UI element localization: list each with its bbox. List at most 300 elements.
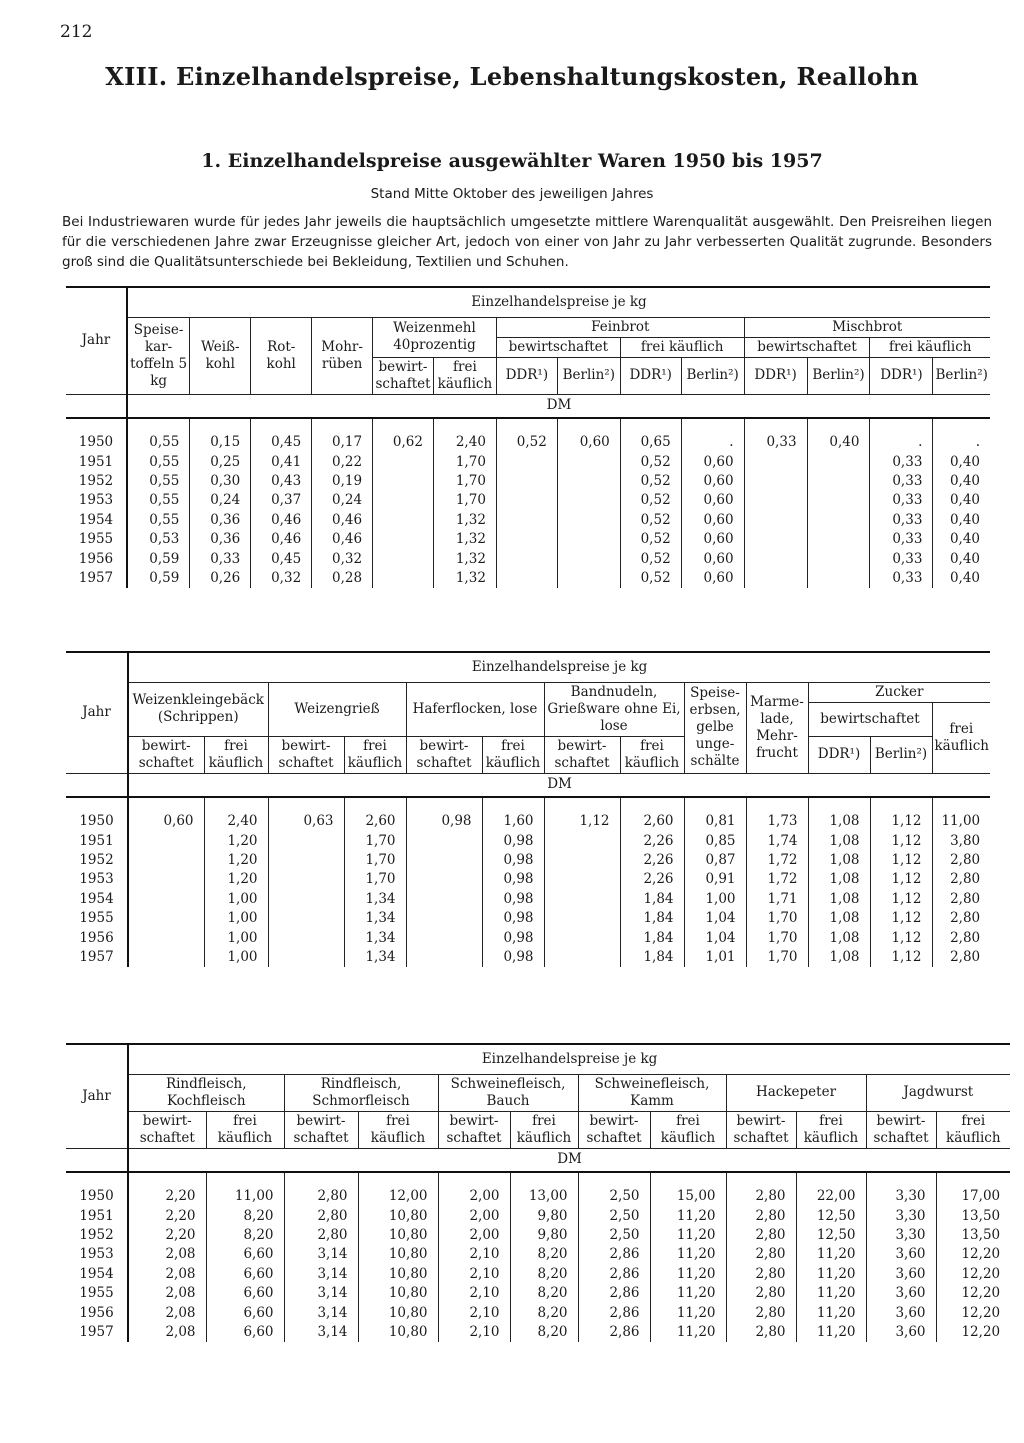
price-cell: 0,32 — [312, 549, 373, 568]
price-cell — [268, 851, 344, 870]
price-cell: 3,30 — [866, 1206, 936, 1225]
price-cell: . — [870, 418, 933, 452]
price-cell: 1,12 — [544, 797, 620, 831]
price-cell — [406, 928, 482, 947]
column-header-berlin: Berlin²) — [807, 357, 870, 394]
column-header-mischbrot-bewirtschaftet: bewirtschaftet — [744, 337, 870, 357]
price-cell: 2,10 — [438, 1284, 510, 1303]
price-cell: 2,10 — [438, 1323, 510, 1342]
price-cell: 10,80 — [358, 1284, 438, 1303]
price-cell — [373, 511, 434, 530]
price-cell — [128, 909, 204, 928]
price-cell: 2,80 — [726, 1265, 796, 1284]
price-cell: 10,80 — [358, 1245, 438, 1264]
price-cell: 0,55 — [127, 511, 190, 530]
price-cell: 2,40 — [204, 797, 268, 831]
price-cell: 1,08 — [808, 928, 870, 947]
price-cell: 1,70 — [746, 909, 808, 928]
price-cell: 1,71 — [746, 890, 808, 909]
column-header-frei: frei käuflich — [510, 1111, 578, 1148]
price-cell: 17,00 — [936, 1172, 1010, 1206]
price-cell: 1,32 — [433, 511, 496, 530]
price-cell: 1,70 — [433, 452, 496, 471]
price-cell — [128, 890, 204, 909]
section-title: 1. Einzelhandelspreise ausgewählter Waren 1950 bis 1957 — [201, 150, 823, 172]
price-cell: 1,12 — [870, 948, 932, 967]
price-cell: 2,86 — [578, 1284, 650, 1303]
price-cell: 2,80 — [726, 1245, 796, 1264]
price-cell: 8,20 — [510, 1303, 578, 1322]
column-header-speisekartoffeln: Speise-kar-toffeln 5 kg — [127, 317, 190, 394]
price-cell: 12,20 — [936, 1284, 1010, 1303]
column-header-schweinefleisch-bauch: Schweinefleisch, Bauch — [438, 1074, 578, 1111]
price-cell: 3,60 — [866, 1284, 936, 1303]
year-cell: 1954 — [66, 511, 127, 530]
price-cell: 22,00 — [796, 1172, 866, 1206]
price-cell — [496, 549, 557, 568]
price-cell: 1,73 — [746, 797, 808, 831]
price-cell — [544, 948, 620, 967]
price-cell — [544, 909, 620, 928]
price-cell: 0,24 — [190, 491, 251, 510]
price-cell — [744, 549, 807, 568]
price-cell: 1,12 — [870, 909, 932, 928]
price-cell: 0,52 — [496, 418, 557, 452]
price-cell: 2,80 — [284, 1206, 358, 1225]
price-cell: 10,80 — [358, 1323, 438, 1342]
price-cell: 0,24 — [312, 491, 373, 510]
price-cell: 3,60 — [866, 1303, 936, 1322]
column-header-hackepeter: Hackepeter — [726, 1074, 866, 1111]
price-cell: 0,28 — [312, 569, 373, 588]
price-cell: 0,98 — [482, 928, 544, 947]
price-cell: 2,60 — [620, 797, 684, 831]
price-cell: 12,50 — [796, 1226, 866, 1245]
price-cell: 1,72 — [746, 851, 808, 870]
price-table-3 — [66, 1043, 1010, 1342]
price-cell — [557, 491, 620, 510]
column-header-berlin: Berlin²) — [557, 357, 620, 394]
column-header-weizenmehl: Weizenmehl 40prozentig — [373, 317, 497, 357]
year-cell: 1951 — [66, 452, 127, 471]
column-header-bewirtschaftet: bewirt-schaftet — [128, 1111, 206, 1148]
price-table-2 — [66, 651, 990, 967]
price-cell — [406, 909, 482, 928]
column-header-feinbrot-frei: frei käuflich — [620, 337, 744, 357]
price-cell: 8,20 — [206, 1226, 284, 1245]
table-row — [66, 491, 990, 510]
price-cell: 2,00 — [438, 1226, 510, 1245]
table-row — [66, 1303, 1010, 1322]
table-row — [66, 870, 990, 889]
table-row — [66, 890, 990, 909]
price-cell: 8,20 — [510, 1284, 578, 1303]
price-cell: 0,60 — [681, 569, 744, 588]
price-cell — [406, 851, 482, 870]
price-cell: 2,00 — [438, 1172, 510, 1206]
price-cell: 0,40 — [933, 472, 990, 491]
price-cell — [406, 948, 482, 967]
price-cell: 1,12 — [870, 928, 932, 947]
price-cell: 9,80 — [510, 1226, 578, 1245]
column-header-weizengriess: Weizengrieß — [268, 682, 406, 736]
price-cell — [807, 491, 870, 510]
price-cell: 0,33 — [870, 472, 933, 491]
price-cell: 11,20 — [796, 1245, 866, 1264]
year-cell: 1950 — [66, 1172, 128, 1206]
column-header-ddr: DDR¹) — [870, 357, 933, 394]
column-header-speiseerbsen: Speise-erbsen, gelbe unge-schälte — [684, 682, 746, 773]
column-header-frei: frei käuflich — [358, 1111, 438, 1148]
price-cell: 0,98 — [482, 948, 544, 967]
price-cell: 1,20 — [204, 831, 268, 850]
price-cell: 0,55 — [127, 491, 190, 510]
price-cell: 13,00 — [510, 1172, 578, 1206]
price-cell: 0,59 — [127, 549, 190, 568]
column-header-weizenmehl-bewirtschaftet: bewirt-schaftet — [373, 357, 434, 394]
column-header-ddr: DDR¹) — [744, 357, 807, 394]
price-cell — [807, 530, 870, 549]
price-cell: 0,60 — [681, 511, 744, 530]
year-cell: 1953 — [66, 491, 127, 510]
price-cell: 0,81 — [684, 797, 746, 831]
price-cell: 11,20 — [650, 1206, 726, 1225]
price-cell — [373, 472, 434, 491]
price-cell — [807, 472, 870, 491]
column-header-marmelade: Marme-lade, Mehr-frucht — [746, 682, 808, 773]
price-cell: 1,84 — [620, 948, 684, 967]
price-cell: 10,80 — [358, 1303, 438, 1322]
column-header-jahr: Jahr — [66, 652, 128, 773]
price-cell: 2,80 — [932, 870, 990, 889]
price-cell — [268, 890, 344, 909]
column-header-bewirtschaftet: bewirt-schaftet — [578, 1111, 650, 1148]
price-cell: 2,20 — [128, 1206, 206, 1225]
price-cell: 0,60 — [681, 549, 744, 568]
table-row — [66, 928, 990, 947]
price-cell: 0,26 — [190, 569, 251, 588]
table-row — [66, 549, 990, 568]
price-cell: 0,91 — [684, 870, 746, 889]
unit-label: DM — [127, 394, 990, 418]
price-table-1 — [66, 286, 990, 588]
table-row — [66, 1206, 1010, 1225]
price-cell — [557, 472, 620, 491]
price-cell — [807, 569, 870, 588]
price-cell — [557, 511, 620, 530]
price-cell: 0,60 — [128, 797, 204, 831]
price-cell — [496, 452, 557, 471]
price-cell: 0,45 — [251, 418, 312, 452]
column-header-zucker: Zucker — [808, 682, 990, 702]
column-header-frei: frei käuflich — [206, 1111, 284, 1148]
column-header-frei: frei käuflich — [650, 1111, 726, 1148]
table-row — [66, 1265, 1010, 1284]
price-cell — [128, 928, 204, 947]
price-cell — [268, 831, 344, 850]
column-header-frei: frei käuflich — [796, 1111, 866, 1148]
price-cell: 8,20 — [206, 1206, 284, 1225]
price-cell — [496, 530, 557, 549]
price-cell: 1,12 — [870, 890, 932, 909]
price-cell: 0,40 — [807, 418, 870, 452]
price-cell: 1,32 — [433, 569, 496, 588]
column-header-feinbrot: Feinbrot — [496, 317, 744, 337]
column-header-bewirtschaftet: bewirt-schaftet — [284, 1111, 358, 1148]
price-cell: 1,72 — [746, 870, 808, 889]
price-cell: 0,98 — [482, 870, 544, 889]
price-cell: 0,55 — [127, 452, 190, 471]
table-row — [66, 1323, 1010, 1342]
price-cell: 2,80 — [726, 1206, 796, 1225]
price-cell: 0,52 — [620, 452, 681, 471]
year-cell: 1955 — [66, 530, 127, 549]
price-cell: 1,74 — [746, 831, 808, 850]
column-header-frei: frei käuflich — [344, 736, 406, 773]
price-cell: 11,00 — [932, 797, 990, 831]
price-cell: 1,12 — [870, 797, 932, 831]
table-2-body — [66, 797, 990, 967]
column-header-jagdwurst: Jagdwurst — [866, 1074, 1010, 1111]
price-cell — [544, 831, 620, 850]
price-cell: 0,41 — [251, 452, 312, 471]
year-cell: 1956 — [66, 549, 127, 568]
table-row — [66, 452, 990, 471]
price-cell: 2,08 — [128, 1265, 206, 1284]
price-cell: 0,55 — [127, 472, 190, 491]
price-cell: 2,26 — [620, 870, 684, 889]
price-cell: 0,98 — [482, 890, 544, 909]
price-cell: 1,12 — [870, 870, 932, 889]
column-header-rotkohl: Rot-kohl — [251, 317, 312, 394]
price-cell — [496, 511, 557, 530]
price-cell: 0,33 — [870, 530, 933, 549]
price-cell: 0,33 — [744, 418, 807, 452]
price-cell: 1,84 — [620, 909, 684, 928]
table-1-body — [66, 418, 990, 588]
price-cell — [496, 472, 557, 491]
column-header-weizenmehl-frei: frei käuflich — [433, 357, 496, 394]
price-cell: 0,45 — [251, 549, 312, 568]
price-cell: 2,08 — [128, 1323, 206, 1342]
column-header-frei: frei käuflich — [204, 736, 268, 773]
price-cell: 2,08 — [128, 1245, 206, 1264]
table-row — [66, 530, 990, 549]
price-cell — [496, 491, 557, 510]
price-cell: 1,70 — [746, 948, 808, 967]
column-header-berlin: Berlin²) — [681, 357, 744, 394]
price-cell: 3,14 — [284, 1303, 358, 1322]
column-header-rindfleisch-kochfleisch: Rindfleisch, Kochfleisch — [128, 1074, 284, 1111]
price-cell: 0,43 — [251, 472, 312, 491]
price-cell: 1,34 — [344, 948, 406, 967]
year-cell: 1957 — [66, 1323, 128, 1342]
price-cell: 1,00 — [204, 928, 268, 947]
price-cell — [268, 928, 344, 947]
price-cell: 0,15 — [190, 418, 251, 452]
price-cell: 0,40 — [933, 452, 990, 471]
price-cell: 1,00 — [204, 890, 268, 909]
price-cell: 2,80 — [726, 1284, 796, 1303]
price-cell: 0,63 — [268, 797, 344, 831]
price-cell: 0,52 — [620, 511, 681, 530]
column-header-feinbrot-bewirtschaftet: bewirtschaftet — [496, 337, 620, 357]
price-cell — [744, 472, 807, 491]
price-cell: 0,33 — [870, 549, 933, 568]
price-cell: 8,20 — [510, 1245, 578, 1264]
table-row — [66, 851, 990, 870]
price-cell: 11,20 — [796, 1284, 866, 1303]
price-cell — [268, 948, 344, 967]
column-header-weisskohl: Weiß-kohl — [190, 317, 251, 394]
price-cell: 0,25 — [190, 452, 251, 471]
price-cell: 0,87 — [684, 851, 746, 870]
year-cell: 1952 — [66, 851, 128, 870]
price-cell — [557, 569, 620, 588]
price-cell: 1,01 — [684, 948, 746, 967]
price-cell: 1,20 — [204, 851, 268, 870]
price-cell: 6,60 — [206, 1284, 284, 1303]
column-group-header: Einzelhandelspreise je kg — [128, 652, 990, 682]
year-cell: 1951 — [66, 1206, 128, 1225]
price-cell: 1,08 — [808, 890, 870, 909]
table-3-body — [66, 1172, 1010, 1342]
year-cell: 1950 — [66, 418, 127, 452]
column-group-header: Einzelhandelspreise je kg — [127, 287, 990, 317]
price-cell: 0,36 — [190, 511, 251, 530]
price-cell: 6,60 — [206, 1245, 284, 1264]
price-cell: 2,80 — [932, 928, 990, 947]
column-header-bewirtschaftet: bewirt-schaftet — [544, 736, 620, 773]
price-cell: 3,14 — [284, 1265, 358, 1284]
price-cell — [128, 851, 204, 870]
price-cell: 2,86 — [578, 1303, 650, 1322]
price-cell: 0,52 — [620, 491, 681, 510]
price-cell — [744, 530, 807, 549]
price-cell: 2,40 — [433, 418, 496, 452]
price-cell: 15,00 — [650, 1172, 726, 1206]
price-cell: 2,50 — [578, 1226, 650, 1245]
price-cell: 0,30 — [190, 472, 251, 491]
year-cell: 1954 — [66, 890, 128, 909]
price-cell: 2,80 — [932, 890, 990, 909]
price-cell: 3,60 — [866, 1245, 936, 1264]
year-cell: 1953 — [66, 1245, 128, 1264]
price-cell: 0,52 — [620, 530, 681, 549]
price-cell: 1,20 — [204, 870, 268, 889]
column-header-jahr: Jahr — [66, 287, 127, 394]
column-header-ddr: DDR¹) — [496, 357, 557, 394]
table-row — [66, 948, 990, 967]
price-cell: 0,33 — [870, 491, 933, 510]
price-cell: 0,40 — [933, 549, 990, 568]
price-cell: 0,98 — [406, 797, 482, 831]
price-cell — [744, 491, 807, 510]
table-row — [66, 797, 990, 831]
price-cell — [128, 948, 204, 967]
table-row — [66, 472, 990, 491]
price-cell: 13,50 — [936, 1226, 1010, 1245]
price-cell — [373, 491, 434, 510]
price-cell: 11,20 — [650, 1303, 726, 1322]
price-cell: 0,40 — [933, 569, 990, 588]
price-cell — [544, 851, 620, 870]
price-cell: 3,60 — [866, 1323, 936, 1342]
price-cell: 1,34 — [344, 928, 406, 947]
price-cell: 11,20 — [650, 1265, 726, 1284]
price-cell: 13,50 — [936, 1206, 1010, 1225]
price-cell: 1,70 — [344, 831, 406, 850]
price-cell: 2,10 — [438, 1303, 510, 1322]
column-header-haferflocken: Haferflocken, lose — [406, 682, 544, 736]
price-cell: 0,98 — [482, 831, 544, 850]
year-cell: 1955 — [66, 909, 128, 928]
price-cell: 2,60 — [344, 797, 406, 831]
unit-label: DM — [128, 1148, 1010, 1172]
price-cell — [406, 870, 482, 889]
price-cell: 2,86 — [578, 1265, 650, 1284]
unit-label: DM — [128, 773, 990, 797]
price-cell: 0,85 — [684, 831, 746, 850]
price-cell: 11,20 — [796, 1303, 866, 1322]
price-cell — [544, 870, 620, 889]
price-cell: 10,80 — [358, 1206, 438, 1225]
price-cell: 1,70 — [433, 472, 496, 491]
price-cell: 1,12 — [870, 831, 932, 850]
price-cell: 1,84 — [620, 928, 684, 947]
price-cell: 12,20 — [936, 1303, 1010, 1322]
price-cell — [496, 569, 557, 588]
price-cell — [406, 831, 482, 850]
price-cell: 1,70 — [344, 851, 406, 870]
price-cell — [557, 549, 620, 568]
price-cell: 0,53 — [127, 530, 190, 549]
price-cell: 1,00 — [204, 909, 268, 928]
column-header-zucker-bewirtschaftet: bewirtschaftet — [808, 702, 932, 736]
price-cell: 3,80 — [932, 831, 990, 850]
price-cell: 2,50 — [578, 1206, 650, 1225]
column-group-header: Einzelhandelspreise je kg — [128, 1044, 1010, 1074]
price-cell: 0,40 — [933, 511, 990, 530]
price-cell: 2,86 — [578, 1323, 650, 1342]
price-cell — [128, 870, 204, 889]
price-cell: 10,80 — [358, 1265, 438, 1284]
price-cell: 11,00 — [206, 1172, 284, 1206]
price-cell: 0,59 — [127, 569, 190, 588]
price-cell: 11,20 — [650, 1226, 726, 1245]
column-header-bewirtschaftet: bewirt-schaftet — [128, 736, 204, 773]
price-cell: 1,34 — [344, 909, 406, 928]
price-cell: 12,50 — [796, 1206, 866, 1225]
price-cell: 2,80 — [932, 851, 990, 870]
price-cell: 11,20 — [650, 1323, 726, 1342]
column-header-mohrrueben: Mohr-rüben — [312, 317, 373, 394]
column-header-ddr: DDR¹) — [808, 736, 870, 773]
price-cell: 0,60 — [681, 530, 744, 549]
price-cell: 0,52 — [620, 569, 681, 588]
price-cell: 0,65 — [620, 418, 681, 452]
price-cell: 1,34 — [344, 890, 406, 909]
price-cell: 2,26 — [620, 851, 684, 870]
price-cell — [373, 452, 434, 471]
price-cell — [744, 511, 807, 530]
price-cell: 0,55 — [127, 418, 190, 452]
column-header-ddr: DDR¹) — [620, 357, 681, 394]
year-cell: 1952 — [66, 472, 127, 491]
price-cell — [807, 549, 870, 568]
price-cell: 3,14 — [284, 1284, 358, 1303]
year-cell: 1957 — [66, 569, 127, 588]
